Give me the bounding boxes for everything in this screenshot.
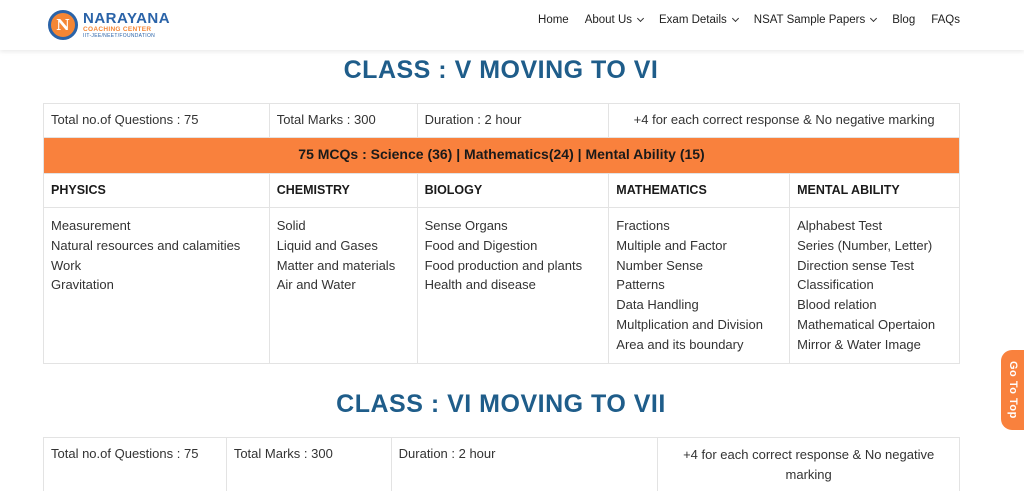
duration: Duration : 2 hour xyxy=(391,438,658,491)
go-to-top-button[interactable] xyxy=(1001,350,1024,430)
physics-topics xyxy=(44,208,270,364)
nav-nsat-sample-papers-label: NSAT Sample Papers xyxy=(753,14,866,26)
list-item: Patterns xyxy=(616,277,665,293)
nav-home[interactable] xyxy=(538,14,569,26)
list-item: Mirror & Water Image xyxy=(797,336,921,352)
list-item: Food and Digestion xyxy=(424,237,538,253)
logo-name: NARAYANA xyxy=(83,9,171,27)
exam-info-row xyxy=(44,438,960,491)
chevron-down-icon xyxy=(637,15,644,22)
nav-faqs-label: FAQs xyxy=(931,14,960,26)
mcq-band-row xyxy=(44,138,960,174)
list-item: Data Handling xyxy=(616,297,699,313)
exam-info-row xyxy=(44,104,960,138)
list-item: Multiple and Factor xyxy=(616,237,727,253)
site-header xyxy=(0,0,1024,50)
list-item: Alphabest Test xyxy=(797,218,883,233)
nav-faqs[interactable] xyxy=(931,14,960,26)
mcq-summary: 75 MCQs : Science (36) | Mathematics(24) | Mental Ability (15) xyxy=(44,138,960,174)
logo-tagline: IIT-JEE/NEET/FOUNDATION xyxy=(83,33,156,40)
duration: Duration : 2 hour xyxy=(417,104,609,138)
list-item: Matter and materials xyxy=(276,257,396,273)
chemistry-topics xyxy=(269,208,417,364)
nav-about-us-label: About Us xyxy=(584,14,633,26)
section-title-class-v: CLASS : V MOVING TO VI xyxy=(343,56,659,84)
subject-biology: BIOLOGY xyxy=(417,174,609,208)
list-item: Classification xyxy=(797,277,874,293)
exam-table-class-v xyxy=(43,103,960,364)
list-item: Sense Organs xyxy=(424,218,508,233)
chevron-down-icon xyxy=(870,15,877,22)
total-questions: Total no.of Questions : 75 xyxy=(44,104,270,138)
mathematics-topics xyxy=(609,208,790,364)
total-questions: Total no.of Questions : 75 xyxy=(44,438,227,491)
list-item: Number Sense xyxy=(616,257,704,273)
subject-physics: PHYSICS xyxy=(44,174,270,208)
exam-table-class-vi xyxy=(43,437,960,491)
list-item: Gravitation xyxy=(51,277,114,293)
list-item: Mathematical Opertaion xyxy=(797,316,936,332)
nav-exam-details-label: Exam Details xyxy=(659,14,727,26)
list-item: Direction sense Test xyxy=(797,257,914,273)
marking-scheme: +4 for each correct response & No negative marking xyxy=(658,438,960,491)
list-item: Solid xyxy=(276,218,306,233)
mental-ability-topics xyxy=(790,208,960,364)
list-item: Measurement xyxy=(51,218,131,233)
site-logo[interactable] xyxy=(48,8,170,42)
subject-mathematics: MATHEMATICS xyxy=(609,174,790,208)
list-item: Area and its boundary xyxy=(616,336,744,352)
chevron-down-icon xyxy=(732,15,739,22)
go-to-top-label: Go To Top xyxy=(1007,361,1019,419)
list-item: Health and disease xyxy=(424,277,536,293)
list-item: Fractions xyxy=(616,218,670,233)
subject-header-row xyxy=(44,174,960,208)
list-item: Series (Number, Letter) xyxy=(797,237,933,253)
logo-text xyxy=(83,11,170,40)
nav-about-us[interactable] xyxy=(585,14,643,26)
total-marks: Total Marks : 300 xyxy=(269,104,417,138)
nav-exam-details[interactable] xyxy=(659,14,738,26)
total-marks: Total Marks : 300 xyxy=(226,438,391,491)
list-item: Natural resources and calamities xyxy=(51,237,241,253)
subject-mental-ability: MENTAL ABILITY xyxy=(790,174,960,208)
logo-mark: N xyxy=(48,10,78,40)
subject-chemistry: CHEMISTRY xyxy=(269,174,417,208)
marking-scheme: +4 for each correct response & No negative marking xyxy=(609,104,960,138)
nav-blog-label: Blog xyxy=(892,14,916,26)
logo-subtitle: COACHING CENTER xyxy=(83,25,152,33)
nav-blog[interactable] xyxy=(892,14,915,26)
topics-row xyxy=(44,208,960,364)
nav-nsat-sample-papers[interactable] xyxy=(754,14,876,26)
section-title-class-vi: CLASS : VI MOVING TO VII xyxy=(336,390,666,418)
main-nav xyxy=(538,14,960,26)
list-item: Food production and plants xyxy=(424,257,583,273)
list-item: Air and Water xyxy=(276,277,356,293)
list-item: Liquid and Gases xyxy=(276,237,378,253)
list-item: Work xyxy=(51,257,82,273)
list-item: Multplication and Division xyxy=(616,316,763,332)
list-item: Blood relation xyxy=(797,297,877,313)
biology-topics xyxy=(417,208,609,364)
nav-home-label: Home xyxy=(538,14,569,26)
